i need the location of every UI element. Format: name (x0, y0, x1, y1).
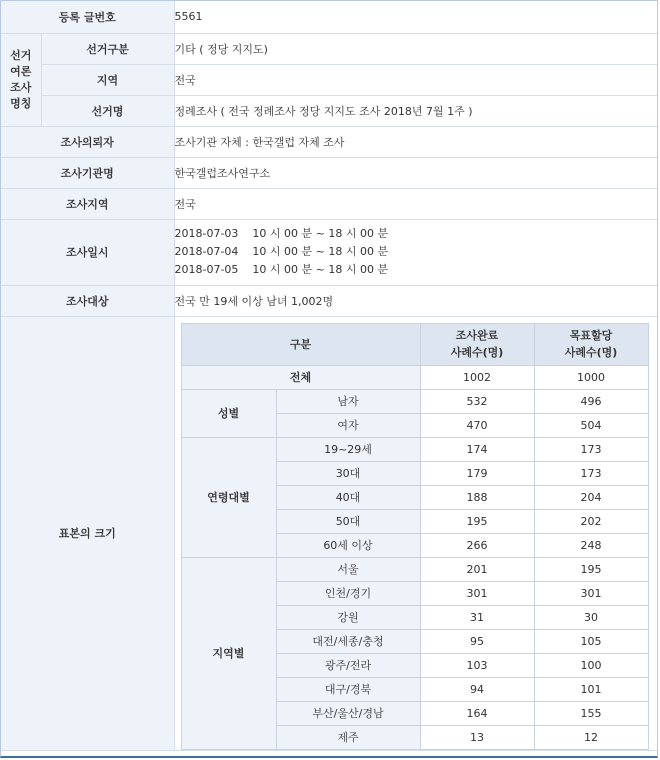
election-name-group-label: 선거 여론 조사 명칭 (1, 33, 41, 126)
election-type-label: 선거구분 (41, 33, 174, 64)
sample-group-label: 지역별 (181, 557, 276, 749)
sample-row-label: 광주/전라 (276, 653, 420, 677)
sample-completed-value: 195 (420, 509, 534, 533)
sample-header-row (181, 323, 648, 365)
sample-target-value: 202 (534, 509, 648, 533)
sample-completed-value: 13 (420, 725, 534, 749)
survey-area-row (1, 188, 657, 219)
sample-target-value: 301 (534, 581, 648, 605)
sample-completed-value: 31 (420, 605, 534, 629)
sample-row-label: 대구/경북 (276, 677, 420, 701)
election-name-label: 선거명 (41, 95, 174, 126)
sample-completed-value: 470 (420, 413, 534, 437)
client-value: 조사기관 자체 : 한국갤럽 자체 조사 (174, 126, 657, 157)
sample-completed-value: 532 (420, 389, 534, 413)
sample-row-label: 30대 (276, 461, 420, 485)
sample-completed-value: 301 (420, 581, 534, 605)
election-name-row (1, 95, 657, 126)
target-label: 조사대상 (1, 285, 174, 316)
reg-number-value: 5561 (174, 1, 657, 33)
sample-row (181, 557, 648, 581)
sample-row-label: 부산/울산/경남 (276, 701, 420, 725)
sample-completed-value: 179 (420, 461, 534, 485)
sample-row (1, 316, 657, 750)
sample-total-completed: 1002 (420, 365, 534, 389)
region-value: 전국 (174, 64, 657, 95)
sample-row-label: 제주 (276, 725, 420, 749)
election-type-row (1, 33, 657, 64)
sample-target-value: 173 (534, 461, 648, 485)
sample-target-value: 100 (534, 653, 648, 677)
sample-target-value: 496 (534, 389, 648, 413)
survey-date-line: 2018-07-03 10 시 00 분 ~ 18 시 00 분 (174, 227, 389, 240)
sample-size-table (181, 323, 649, 750)
election-name-value: 정례조사 ( 전국 정례조사 정당 지지도 조사 2018년 7월 1주 ) (174, 95, 657, 126)
sample-label: 표본의 크기 (1, 316, 174, 750)
sample-group-label: 연령대별 (181, 437, 276, 557)
sample-row-label: 인천/경기 (276, 581, 420, 605)
sample-total-row (181, 365, 648, 389)
sample-row (181, 389, 648, 413)
survey-date-line: 2018-07-05 10 시 00 분 ~ 18 시 00 분 (174, 263, 389, 276)
agency-value: 한국갤럽조사연구소 (174, 157, 657, 188)
target-value: 전국 만 19세 이상 남녀 1,002명 (174, 285, 657, 316)
sample-total-label: 전체 (181, 365, 420, 389)
reg-number-label: 등록 글번호 (1, 1, 174, 33)
survey-area-label: 조사지역 (1, 188, 174, 219)
sample-target-value: 248 (534, 533, 648, 557)
sample-header-completed: 조사완료 사례수(명) (420, 323, 534, 365)
sample-completed-value: 174 (420, 437, 534, 461)
sample-target-value: 504 (534, 413, 648, 437)
agency-label: 조사기관명 (1, 157, 174, 188)
sample-completed-value: 95 (420, 629, 534, 653)
survey-area-value: 전국 (174, 188, 657, 219)
sample-completed-value: 103 (420, 653, 534, 677)
sample-row-label: 서울 (276, 557, 420, 581)
sample-target-value: 105 (534, 629, 648, 653)
survey-date-line: 2018-07-04 10 시 00 분 ~ 18 시 00 분 (174, 245, 389, 258)
sample-row-label: 40대 (276, 485, 420, 509)
agency-row (1, 157, 657, 188)
sample-row-label: 19~29세 (276, 437, 420, 461)
client-row (1, 126, 657, 157)
region-label: 지역 (41, 64, 174, 95)
sample-target-value: 204 (534, 485, 648, 509)
survey-dates-label: 조사일시 (1, 219, 174, 285)
sample-completed-value: 188 (420, 485, 534, 509)
reg-number-row (1, 1, 657, 33)
sample-row-label: 강원 (276, 605, 420, 629)
sample-row-label: 대전/세종/충청 (276, 629, 420, 653)
sample-completed-value: 266 (420, 533, 534, 557)
sample-row-label: 남자 (276, 389, 420, 413)
survey-info-table (1, 1, 657, 751)
sample-completed-value: 94 (420, 677, 534, 701)
sample-header-target: 목표할당 사례수(명) (534, 323, 648, 365)
sample-target-value: 173 (534, 437, 648, 461)
sample-target-value: 101 (534, 677, 648, 701)
sample-target-value: 12 (534, 725, 648, 749)
sample-completed-value: 201 (420, 557, 534, 581)
sample-row (181, 437, 648, 461)
target-row (1, 285, 657, 316)
sample-row-label: 60세 이상 (276, 533, 420, 557)
client-label: 조사의뢰자 (1, 126, 174, 157)
sample-cell (174, 316, 657, 750)
sample-group-label: 성별 (181, 389, 276, 437)
sample-target-value: 30 (534, 605, 648, 629)
sample-row-label: 50대 (276, 509, 420, 533)
election-type-value: 기타 ( 정당 지지도) (174, 33, 657, 64)
survey-dates-row (1, 219, 657, 285)
region-row (1, 64, 657, 95)
survey-dates-value (174, 219, 657, 285)
sample-target-value: 155 (534, 701, 648, 725)
sample-target-value: 195 (534, 557, 648, 581)
sample-total-target: 1000 (534, 365, 648, 389)
sample-row-label: 여자 (276, 413, 420, 437)
sample-header-category: 구분 (181, 323, 420, 365)
sample-completed-value: 164 (420, 701, 534, 725)
